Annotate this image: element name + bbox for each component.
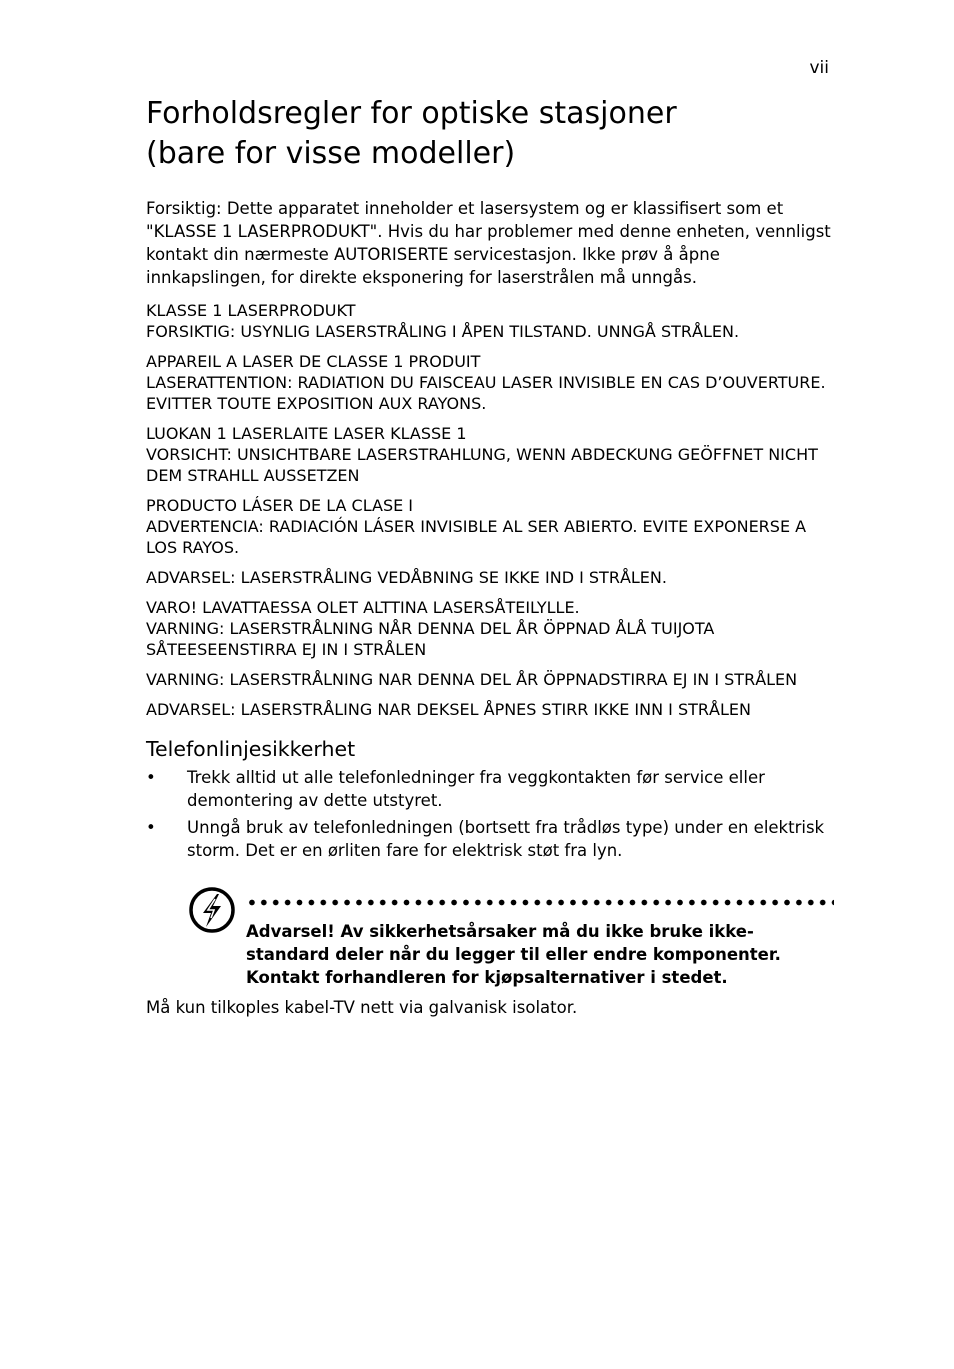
warning-block-line: PRODUCTO LÁSER DE LA CLASE I bbox=[146, 496, 414, 515]
list-item-text: Unngå bruk av telefonledningen (bortsett fra trådløs type) under en elektrisk storm. Det er en ørliten fare for elektrisk støt fra lyn. bbox=[187, 818, 825, 860]
list-item-text: Trekk alltid ut alle telefonledninger fra veggkontakten før service eller demontering av dette utstyret. bbox=[187, 768, 765, 810]
laser-warning-blocks bbox=[146, 300, 836, 720]
bullet-list bbox=[146, 766, 836, 862]
warning-block bbox=[146, 300, 836, 342]
warning-block-line: APPAREIL A LASER DE CLASSE 1 PRODUIT bbox=[146, 352, 481, 371]
warning-block-line: VARO! LAVATTAESSA OLET ALTTINA LASERSÅTEILYLLE. bbox=[146, 598, 580, 617]
title-line-2: (bare for visse modeller) bbox=[146, 136, 516, 171]
warning-block-line: ADVARSEL: LASERSTRÅLING VEDÅBNING SE IKKE IND I STRÅLEN. bbox=[146, 568, 667, 587]
warning-block bbox=[146, 699, 836, 720]
warning-block bbox=[146, 495, 836, 558]
intro-paragraph: Forsiktig: Dette apparatet inneholder et lasersystem og er klassifisert som et "KLASSE 1 LASERPRODUKT". Hvis du har problemer med denne enheten, vennligst kontakt din nærmeste AUTORISERTE servicestasjon. Ikke prøv å åpne innkapslingen, for direkte eksponering for laserstrålen må unngås. bbox=[146, 199, 831, 287]
page-content bbox=[146, 94, 836, 1036]
warning-block-line: VARNING: LASERSTRÅLNING NAR DENNA DEL ÅR ÖPPNADSTIRRA EJ IN I STRÅLEN bbox=[146, 670, 798, 689]
warning-block bbox=[146, 567, 836, 588]
page-number: vii bbox=[809, 58, 829, 78]
warning-block-line: VORSICHT: UNSICHTBARE LASERSTRAHLUNG, WENN ABDECKUNG GEÖFFNET NICHT DEM STRAHLL AUSSETZEN bbox=[146, 445, 818, 485]
dotted-separator bbox=[246, 899, 834, 906]
closing-note: Må kun tilkoples kabel-TV nett via galvanisk isolator. bbox=[146, 998, 578, 1017]
warning-block-line: ADVARSEL: LASERSTRÅLING NAR DEKSEL ÅPNES STIRR IKKE INN I STRÅLEN bbox=[146, 700, 751, 719]
warning-box bbox=[146, 880, 836, 990]
title-line-1: Forholdsregler for optiske stasjoner bbox=[146, 96, 677, 131]
warning-block-line: LUOKAN 1 LASERLAITE LASER KLASSE 1 bbox=[146, 424, 467, 443]
warning-block bbox=[146, 351, 836, 414]
warning-text: Advarsel! Av sikkerhetsårsaker må du ikke bruke ikke-standard deler når du legger til eller endre komponenter. Kontakt forhandleren for kjøpsalternativer i stedet. bbox=[246, 922, 781, 987]
list-item bbox=[146, 766, 836, 812]
warning-block bbox=[146, 423, 836, 486]
warning-block-line: ADVERTENCIA: RADIACIÓN LÁSER INVISIBLE AL SER ABIERTO. EVITE EXPONERSE A LOS RAYOS. bbox=[146, 517, 807, 557]
warning-block bbox=[146, 597, 836, 660]
warning-block-line: KLASSE 1 LASERPRODUKT bbox=[146, 301, 356, 320]
warning-block bbox=[146, 669, 836, 690]
lightning-warning-icon bbox=[188, 886, 236, 934]
page-title bbox=[146, 94, 836, 174]
warning-block-line: VARNING: LASERSTRÅLNING NÅR DENNA DEL ÅR ÖPPNAD ÅLÅ TUIJOTA SÅTEESEENSTIRRA EJ IN I STRÅLEN bbox=[146, 619, 715, 659]
section-heading: Telefonlinjesikkerhet bbox=[146, 737, 356, 761]
bullet-icon: • bbox=[146, 768, 156, 787]
warning-block-line: LASERATTENTION: RADIATION DU FAISCEAU LASER INVISIBLE EN CAS D’OUVERTURE. EVITTER TOUTE EXPOSITION AUX RAYONS. bbox=[146, 373, 826, 413]
bullet-icon: • bbox=[146, 818, 156, 837]
warning-block-line: FORSIKTIG: USYNLIG LASERSTRÅLING I ÅPEN TILSTAND. UNNGÅ STRÅLEN. bbox=[146, 322, 740, 341]
list-item bbox=[146, 816, 836, 862]
